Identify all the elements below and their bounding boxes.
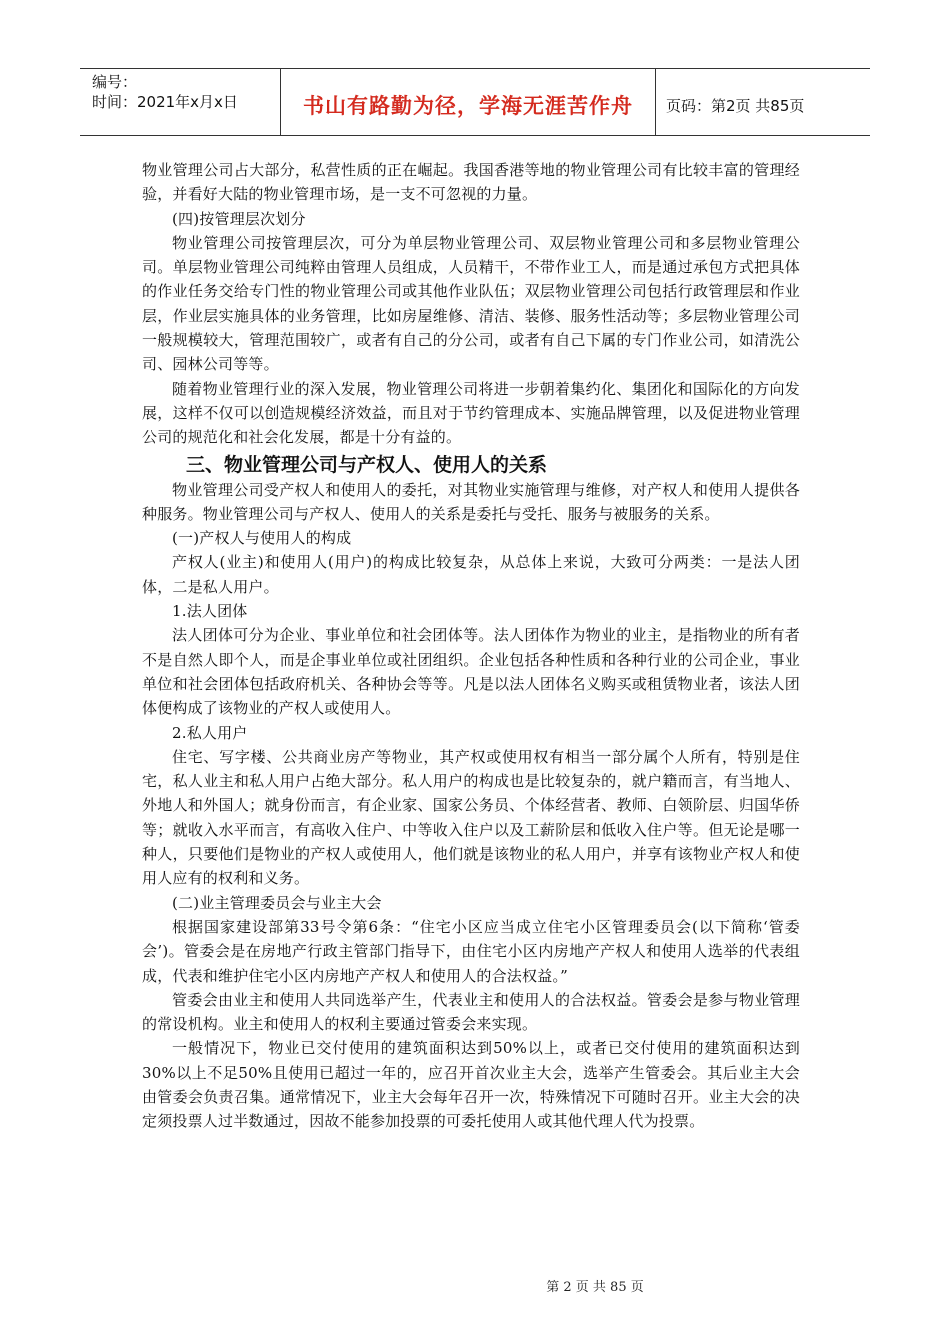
time-label: 时间：2021年x月x日 (92, 93, 238, 111)
subheading: (二)业主管理委员会与业主大会 (172, 893, 382, 912)
paragraph: 物业管理公司占大部分，私营性质的正在崛起。我国香港等地的物业管理公司有比较丰富的管理经验，并看好大陆的物业管理市场，是一支不可忽视的力量。 (142, 161, 800, 204)
paragraph: 随着物业管理行业的深入发展，物业管理公司将进一步朝着集约化、集团化和国际化的方向发展，这样不仅可以创造规模经济效益，而且对于节约管理成本、实施品牌管理，以及促进物业管理公司的规范化和社会化发展，都是十分有益的。 (142, 379, 800, 447)
section-heading: 三、物业管理公司与产权人、使用人的关系 (186, 453, 548, 476)
paragraph: 法人团体可分为企业、事业单位和社会团体等。法人团体作为物业的业主，是指物业的所有者不是自然人即个人，而是企事业单位或社团组织。企业包括各种性质和各种行业的公司企业，事业单位和社会团体包括政府机关、各种协会等等。凡是以法人团体名义购买或租赁物业者，该法人团体便构成了该物业的产权人或使用人。 (142, 626, 800, 718)
number-label: 编号： (92, 73, 138, 91)
page-footer: 第 2 页 共 85 页 (546, 1280, 644, 1295)
subheading: (一)产权人与使用人的构成 (172, 529, 352, 548)
subheading: 1.法人团体 (172, 602, 248, 621)
header-page-info: 页码：第2页 共85页 (666, 96, 805, 115)
page-header (80, 68, 870, 136)
paragraph: 产权人(业主)和使用人(用户)的构成比较复杂，从总体上来说，大致可分两类：一是法人团体，二是私人用户。 (142, 553, 800, 596)
paragraph: 根据国家建设部第33号令第6条：“住宅小区应当成立住宅小区管理委员会(以下简称‘管委会’)。管委会是在房地产行政主管部门指导下，由住宅小区内房地产产权人和使用人选举的代表组成，代表和维护住宅小区内房地产产权人和使用人的合法权益。” (142, 917, 800, 985)
header-meta (80, 69, 280, 135)
document-body (142, 158, 800, 1134)
paragraph: 一般情况下，物业已交付使用的建筑面积达到50%以上，或者已交付使用的建筑面积达到30%以上不足50%且使用已超过一年的，应召开首次业主大会，选举产生管委会。其后业主大会由管委会负责召集。通常情况下，业主大会每年召开一次，特殊情况下可随时召开。业主大会的决定须投票人过半数通过，因故不能参加投票的可委托使用人或其他代理人代为投票。 (142, 1039, 800, 1131)
subheading: (四)按管理层次划分 (172, 209, 306, 228)
paragraph: 管委会由业主和使用人共同选举产生，代表业主和使用人的合法权益。管委会是参与物业管理的常设机构。业主和使用人的权利主要通过管委会来实现。 (142, 990, 800, 1034)
header-motto: 书山有路勤为径，学海无涯苦作舟 (280, 69, 656, 135)
paragraph: 住宅、写字楼、公共商业房产等物业，其产权或使用权有相当一部分属个人所有，特别是住宅，私人业主和私人用户占绝大部分。私人用户的构成也是比较复杂的，就户籍而言，有当地人、外地人和外国人；就身份而言，有企业家、国家公务员、个体经营者、教师、白领阶层、归国华侨等；就收入水平而言，有高收入住户、中等收入住户以及工薪阶层和低收入住户等。但无论是哪一种人，只要他们是物业的产权人或使用人，他们就是该物业的私人用户，并享有该物业产权人和使用人应有的权利和义务。 (142, 747, 800, 888)
paragraph: 物业管理公司受产权人和使用人的委托，对其物业实施管理与维修，对产权人和使用人提供各种服务。物业管理公司与产权人、使用人的关系是委托与受托、服务与被服务的关系。 (142, 480, 800, 523)
paragraph: 物业管理公司按管理层次，可分为单层物业管理公司、双层物业管理公司和多层物业管理公司。单层物业管理公司纯粹由管理人员组成，人员精干，不带作业工人，而是通过承包方式把具体的作业任务交给专门性的物业管理公司或其他作业队伍；双层物业管理公司包括行政管理层和作业层，作业层实施具体的业务管理，比如房屋维修、清洁、装修、服务性活动等；多层物业管理公司一般规模较大，管理范围较广，或者有自己的分公司，或者有自己下属的专门作业公司，如清洗公司、园林公司等等。 (142, 233, 800, 374)
subheading: 2.私人用户 (172, 723, 248, 742)
